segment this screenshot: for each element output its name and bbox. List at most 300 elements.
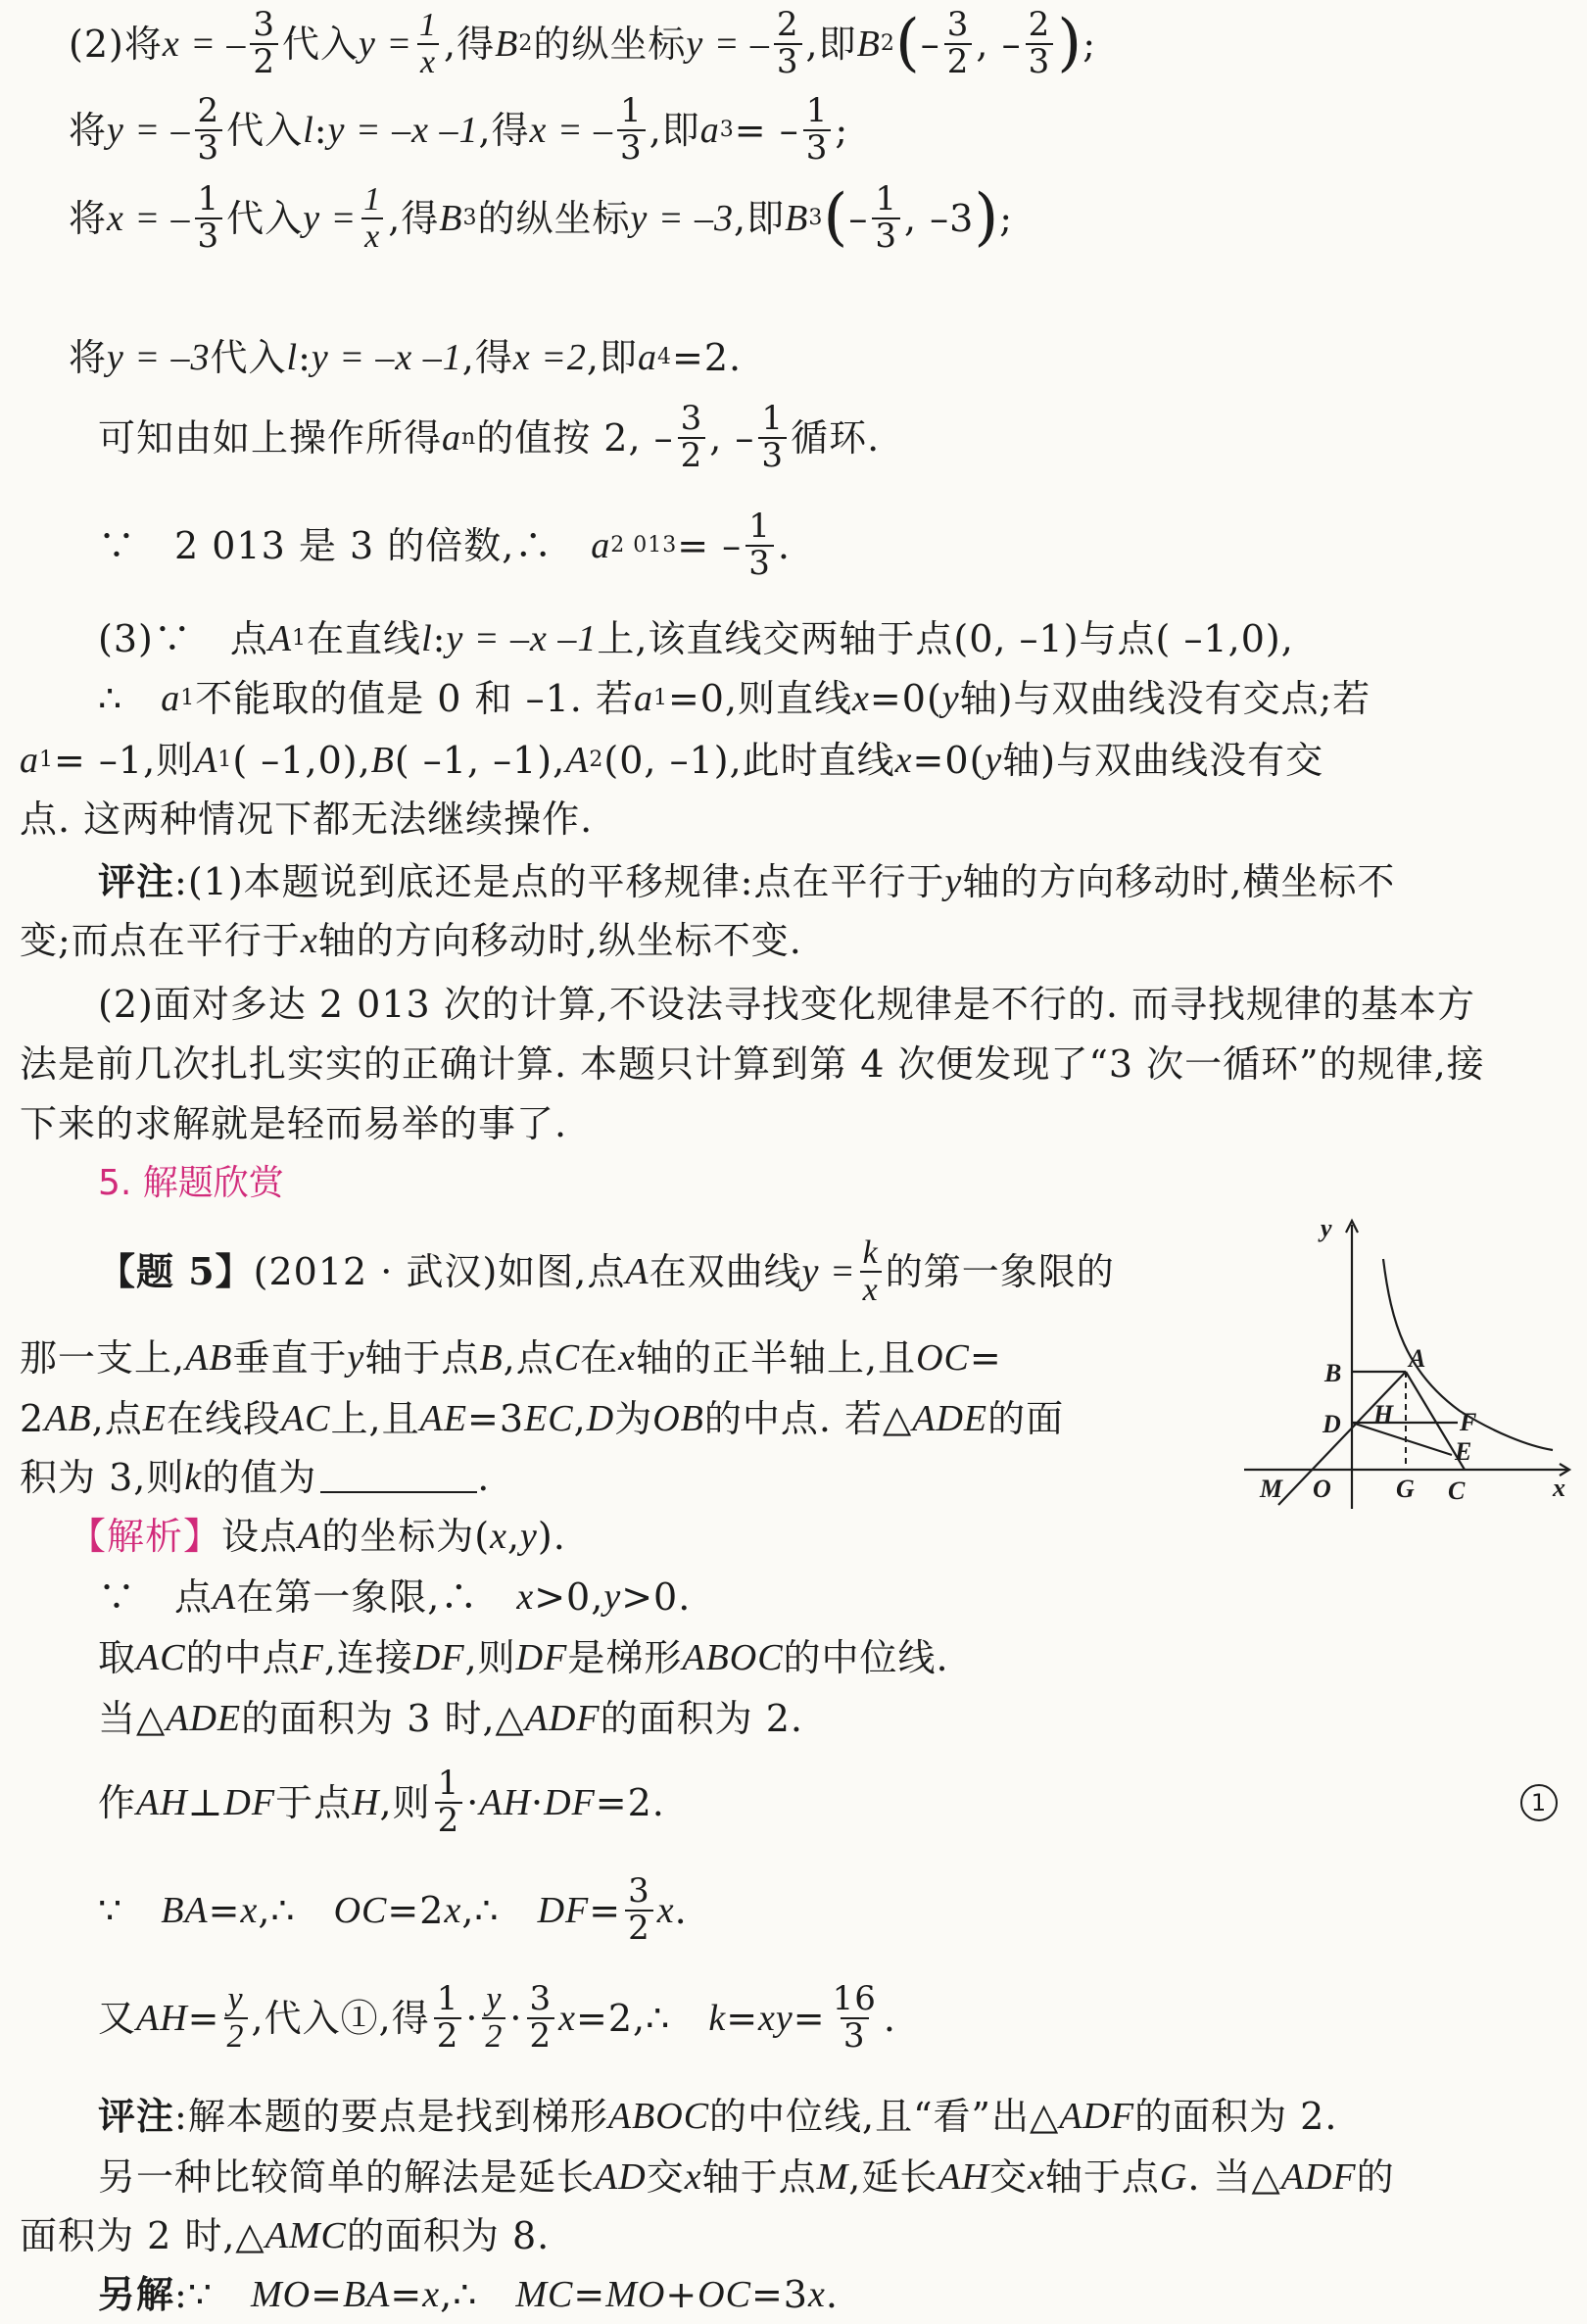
- text: 循环.: [791, 416, 881, 460]
- math: BA: [342, 2274, 391, 2315]
- numerator: 3: [529, 1979, 553, 2019]
- numerator: 1: [805, 91, 829, 131]
- comment-final-1: [98, 2094, 1338, 2138]
- text: –: [920, 23, 940, 66]
- text: ,: [506, 1515, 521, 1558]
- text: ,即: [805, 23, 857, 66]
- denominator: 3: [745, 545, 774, 582]
- subscript: 3: [719, 118, 735, 142]
- math: y = –x –1: [311, 337, 462, 378]
- text: 的中位线,且“看”出△: [709, 2095, 1060, 2138]
- math: M: [816, 2156, 849, 2198]
- math: A: [267, 618, 293, 659]
- text: 的纵坐标: [477, 197, 631, 240]
- text: :(1)本题说到底还是点的平移规律:点在平行于: [174, 860, 945, 903]
- subscript: n: [461, 425, 477, 450]
- math: a: [161, 678, 181, 719]
- math: y = –x –1: [327, 110, 479, 151]
- math: y = –: [107, 110, 191, 151]
- math: OC: [916, 1337, 970, 1379]
- denominator: 3: [195, 129, 223, 167]
- math: F: [300, 1637, 324, 1678]
- text: 代入: [226, 197, 304, 240]
- math: k: [184, 1457, 203, 1498]
- text: =: [793, 1997, 826, 2040]
- paren: (: [823, 181, 849, 255]
- text: 将: [69, 109, 108, 152]
- analysis-label: 【解析】: [69, 1515, 222, 1558]
- text: 为: [614, 1397, 653, 1440]
- label-H: H: [1373, 1400, 1394, 1428]
- text: (2)面对多达 2 013 次的计算,不设法寻找变化规律是不行的. 而寻找规律的基本方: [98, 983, 1476, 1026]
- alternative-solution: [98, 2272, 839, 2316]
- text: 的纵坐标: [533, 23, 687, 66]
- text: .: [883, 1997, 896, 2040]
- fraction: [944, 5, 973, 81]
- comment-label: 评注: [98, 859, 175, 903]
- text: 的面积为 2.: [1134, 2095, 1338, 2138]
- text: =2.: [595, 1781, 665, 1824]
- denominator: 3: [758, 437, 787, 474]
- math: A: [213, 1576, 237, 1618]
- cycle-conclusion: [98, 399, 881, 475]
- text: 垂直于: [232, 1336, 348, 1380]
- text: = –: [677, 524, 743, 567]
- text: +: [665, 2273, 698, 2316]
- text: 的: [1356, 2155, 1395, 2199]
- text: ∴: [98, 677, 162, 720]
- text: . 当△: [1187, 2155, 1281, 2199]
- text: ;: [999, 197, 1014, 240]
- fraction: [224, 1982, 248, 2054]
- text: 的面: [987, 1397, 1065, 1440]
- text: ·: [466, 1781, 480, 1824]
- text: ⊥: [187, 1781, 224, 1824]
- label-B: B: [1324, 1359, 1342, 1387]
- text: =: [311, 2273, 343, 2316]
- text: >0.: [621, 1575, 692, 1619]
- text: = –: [734, 109, 799, 152]
- text: 代入: [210, 336, 287, 379]
- math: a: [633, 678, 653, 719]
- paren: (: [894, 7, 921, 80]
- text: .: [674, 1889, 688, 1932]
- text: 下来的求解就是轻而易举的事了.: [20, 1102, 568, 1145]
- fraction: [1026, 5, 1054, 81]
- math: ADF: [1059, 2096, 1135, 2137]
- text: ,点: [503, 1336, 554, 1380]
- math: AMC: [264, 2215, 347, 2256]
- math: AH: [479, 1782, 532, 1823]
- math: x: [300, 920, 318, 961]
- subscript: 2: [880, 31, 895, 56]
- numerator: 3: [253, 5, 275, 45]
- fraction: [435, 1764, 463, 1840]
- math: x: [852, 678, 870, 719]
- math: MO: [251, 2274, 312, 2315]
- math: AB: [44, 1398, 92, 1439]
- math: ADF: [1280, 2156, 1357, 2198]
- numerator: y: [486, 1981, 503, 2018]
- text: 当△: [98, 1697, 167, 1740]
- denominator: x: [860, 1271, 882, 1308]
- math: l: [421, 618, 433, 659]
- math: B: [439, 198, 463, 239]
- denominator: 3: [195, 218, 223, 255]
- text: 点. 这两种情况下都无法继续操作.: [20, 798, 594, 841]
- subscript: 2: [518, 31, 534, 56]
- text: =2: [387, 1889, 445, 1932]
- text: .: [825, 2273, 839, 2316]
- label-A: A: [1409, 1344, 1426, 1373]
- numerator: 16: [832, 1979, 877, 2019]
- fraction: [745, 509, 774, 581]
- text: :∵: [174, 2273, 251, 2316]
- math: B: [495, 24, 519, 65]
- paren: ): [974, 181, 1000, 255]
- numerator: 1: [436, 1979, 459, 2019]
- numerator: 1: [875, 179, 897, 219]
- fraction: [434, 1979, 462, 2056]
- alt-label: 另解: [98, 2272, 175, 2316]
- label-D: D: [1322, 1410, 1341, 1438]
- numerator: 1: [363, 181, 382, 218]
- text: , –: [709, 416, 755, 460]
- math: ABOC: [682, 1637, 784, 1678]
- text: (0, –1),此时直线: [603, 739, 895, 782]
- solution-line-2-step4: [69, 338, 742, 377]
- math: ADE: [166, 1698, 242, 1739]
- text: 法是前几次扎扎实实的正确计算. 本题只计算到第 4 次便发现了“3 次一循环”的规律,接: [20, 1042, 1485, 1086]
- text: ,∴: [258, 1889, 334, 1932]
- fraction: [195, 91, 223, 168]
- label-C: C: [1448, 1477, 1466, 1505]
- text: 轴的方向移动时,横坐标不: [962, 860, 1396, 903]
- analysis-line-2: [98, 1577, 691, 1617]
- text: 的中位线.: [783, 1636, 949, 1679]
- text: ,点: [91, 1397, 143, 1440]
- analysis-line-7: [98, 1979, 896, 2058]
- numerator: 3: [946, 5, 970, 45]
- text: =: [390, 2273, 423, 2316]
- problem-5-line-2: [20, 1338, 1002, 1378]
- fraction: [527, 1979, 555, 2056]
- math: EC: [524, 1398, 574, 1439]
- text: ,即: [734, 197, 786, 240]
- math: y: [347, 1337, 365, 1379]
- text: ,则: [379, 1781, 431, 1824]
- math: DF: [515, 1637, 568, 1678]
- math: y: [520, 1516, 538, 1557]
- math: D: [586, 1398, 615, 1439]
- math: x: [558, 1998, 577, 2039]
- analysis-line-4: [98, 1699, 803, 1738]
- solution-line-3-d: [20, 799, 593, 839]
- subscript: 3: [808, 206, 824, 230]
- math: MO: [605, 2274, 666, 2315]
- fraction: [803, 91, 832, 168]
- math: x = –: [162, 24, 247, 65]
- comment-final-2: [98, 2157, 1395, 2197]
- math: DF: [412, 1637, 465, 1678]
- fraction: [625, 1871, 653, 1948]
- text: =0(: [869, 677, 942, 720]
- denominator: 2: [434, 2017, 462, 2055]
- fraction: [758, 399, 787, 475]
- text: 的中点: [185, 1636, 301, 1679]
- text: ,: [573, 1397, 587, 1440]
- text: 轴的方向移动时,纵坐标不变.: [317, 919, 802, 962]
- math: y =: [801, 1251, 856, 1292]
- numerator: 1: [748, 507, 771, 547]
- math: y: [941, 678, 960, 719]
- text: 的值按 2, –: [476, 416, 674, 460]
- text: :: [313, 109, 328, 152]
- math: DF: [223, 1782, 276, 1823]
- math: y = –3: [630, 198, 735, 239]
- segment-DE: [1352, 1423, 1452, 1455]
- text: , –3: [903, 197, 975, 240]
- text: 轴于点: [1044, 2155, 1160, 2199]
- denominator: 2: [944, 43, 973, 80]
- math: A: [565, 740, 590, 781]
- text: .: [477, 1456, 491, 1499]
- math: y: [985, 740, 1003, 781]
- math: x: [444, 1890, 462, 1931]
- text: 又: [98, 1997, 137, 2040]
- text: 轴)与双曲线没有交点;若: [959, 677, 1371, 720]
- denominator: 2: [435, 1802, 463, 1839]
- math: DF: [544, 1782, 596, 1823]
- math: E: [142, 1398, 167, 1439]
- subscript: 2: [589, 748, 604, 772]
- text: ,得: [478, 109, 530, 152]
- comment-2-b: [20, 1044, 1485, 1084]
- text: ·: [531, 1781, 545, 1824]
- math: B: [785, 198, 809, 239]
- math: y =: [359, 24, 413, 65]
- text: 不能取的值是 0 和 –1. 若: [195, 677, 634, 720]
- math: DF: [537, 1890, 590, 1931]
- result-a2013: [98, 507, 791, 583]
- label-y: y: [1321, 1215, 1332, 1242]
- text: 的值为: [202, 1456, 317, 1499]
- text: ,得: [461, 336, 513, 379]
- math: l: [286, 337, 299, 378]
- text: =2,∴: [576, 1997, 709, 2040]
- text: (2)将: [69, 23, 163, 66]
- text: 的面积为 2.: [600, 1697, 803, 1740]
- fraction: [872, 179, 900, 256]
- text: 轴)与双曲线没有交: [1002, 739, 1324, 782]
- fraction: [482, 1982, 505, 2054]
- text: –: [848, 197, 869, 240]
- numerator: 2: [197, 91, 220, 131]
- numerator: y: [227, 1981, 244, 2018]
- text: ;: [1082, 23, 1097, 66]
- fraction: [361, 182, 384, 254]
- text: =0,则直线: [667, 677, 853, 720]
- math: x: [618, 1337, 636, 1379]
- text: 的面积为 8.: [346, 2214, 551, 2257]
- math: MC: [515, 2274, 574, 2315]
- text: 交: [988, 2155, 1028, 2199]
- text: , –: [976, 23, 1022, 66]
- text: ,代入①,得: [251, 1997, 430, 2040]
- text: ∵ 2 013 是 3 的倍数,∴: [98, 524, 592, 567]
- text: =: [969, 1336, 1002, 1380]
- section-title: 5. 解题欣赏: [98, 1163, 284, 1203]
- label-O: O: [1313, 1475, 1331, 1503]
- comment-final-3: [20, 2216, 550, 2255]
- text: 交: [646, 2155, 685, 2199]
- math: AC: [136, 1637, 186, 1678]
- denominator: 3: [841, 2017, 869, 2055]
- numerator: 1: [620, 91, 643, 131]
- text: 将: [69, 336, 108, 379]
- math: x: [1028, 2156, 1045, 2198]
- text: 可知由如上操作所得: [98, 416, 443, 460]
- label-x: x: [1553, 1474, 1565, 1502]
- numerator: k: [862, 1235, 879, 1272]
- text: ,得: [388, 197, 440, 240]
- math: x = –: [529, 110, 614, 151]
- math: a: [699, 110, 720, 151]
- subscript: 1: [39, 748, 54, 772]
- text: 在双曲线: [649, 1250, 802, 1293]
- math: OC: [333, 1890, 388, 1931]
- denominator: 2: [678, 437, 706, 474]
- analysis-line-3: [98, 1638, 949, 1677]
- math: x: [422, 2274, 441, 2315]
- text: :: [432, 617, 447, 660]
- comment-1-b: [20, 921, 802, 960]
- math: x: [656, 1890, 675, 1931]
- subscript: 1: [180, 686, 196, 710]
- subscript: 4: [657, 345, 672, 369]
- math: y = –x –1: [446, 618, 598, 659]
- analysis-line-5: [98, 1764, 1567, 1842]
- math: AD: [595, 2156, 647, 2198]
- solution-line-2-step3: [69, 179, 1014, 256]
- subscript: 1: [292, 626, 308, 651]
- math: x = –: [107, 198, 191, 239]
- fraction: [830, 1979, 880, 2056]
- math: a: [591, 525, 611, 566]
- solution-line-2-step2: [69, 91, 849, 168]
- label-G: G: [1396, 1475, 1415, 1503]
- text: ·: [465, 1997, 479, 2040]
- math: ADF: [524, 1698, 601, 1739]
- text: ·: [509, 1997, 523, 2040]
- math: k: [708, 1998, 727, 2039]
- math: B: [856, 24, 881, 65]
- math: AH: [938, 2156, 989, 2198]
- text: =3: [750, 2273, 808, 2316]
- text: 的中点. 若△: [703, 1397, 913, 1440]
- text: 在直线: [307, 617, 422, 660]
- solution-line-3-b: [98, 679, 1371, 718]
- text: =: [573, 2273, 606, 2316]
- text: 在: [580, 1336, 619, 1380]
- text: 的坐标为(: [321, 1515, 491, 1558]
- text: =3: [467, 1397, 525, 1440]
- label-M: M: [1260, 1475, 1283, 1503]
- denominator: 3: [872, 218, 900, 255]
- math: A: [298, 1516, 322, 1557]
- numerator: 1: [437, 1764, 460, 1804]
- math: l: [303, 110, 314, 151]
- math: AH: [136, 1998, 188, 2039]
- denominator: 3: [803, 129, 832, 167]
- math: OC: [697, 2274, 751, 2315]
- text: ,则: [464, 1636, 516, 1679]
- section-heading: [98, 1164, 284, 1203]
- denominator: 2: [482, 2017, 505, 2055]
- math: xy: [758, 1998, 794, 2039]
- text: ,即: [586, 336, 638, 379]
- text: =: [208, 1889, 241, 1932]
- math: ADE: [912, 1398, 988, 1439]
- text: = –1,则: [54, 739, 195, 782]
- numerator: 1: [197, 179, 220, 219]
- text: (3)∵ 点: [98, 617, 268, 660]
- text: ).: [537, 1515, 566, 1558]
- text: .: [777, 524, 791, 567]
- denominator: 3: [617, 129, 646, 167]
- math: y: [603, 1576, 622, 1618]
- denominator: 3: [1026, 43, 1054, 80]
- fraction: [195, 179, 223, 256]
- text: 在线段: [166, 1397, 281, 1440]
- math: y = –: [686, 24, 770, 65]
- paren: ): [1057, 7, 1083, 80]
- solution-line-2-step1: [69, 5, 1097, 81]
- math: x: [490, 1516, 507, 1557]
- subscript: 3: [462, 206, 478, 230]
- math: A: [194, 740, 218, 781]
- denominator: 2: [250, 43, 278, 80]
- equation-number: 1: [1520, 1784, 1558, 1821]
- answer-blank: [320, 1462, 477, 1493]
- math: H: [352, 1782, 380, 1823]
- fraction: [774, 5, 802, 81]
- denominator: 2: [625, 1910, 653, 1947]
- fraction: [250, 5, 278, 81]
- math: x: [894, 740, 913, 781]
- math: B: [370, 740, 395, 781]
- text: (2012 · 武汉)如图,点: [253, 1250, 626, 1293]
- text: ,得: [444, 23, 496, 66]
- numerator: 3: [628, 1871, 650, 1912]
- text: 的面积为 3 时,△: [241, 1697, 525, 1740]
- text: 作: [98, 1781, 137, 1824]
- text: >0,: [534, 1575, 604, 1619]
- text: 是梯形: [567, 1636, 683, 1679]
- text: 上,且: [330, 1397, 420, 1440]
- fraction: [617, 91, 646, 168]
- text: ( –1, –1),: [394, 739, 566, 782]
- math: AB: [185, 1337, 233, 1379]
- text: ,∴: [461, 1889, 538, 1932]
- problem-label: 【题 5】: [98, 1249, 254, 1293]
- math: B: [479, 1337, 504, 1379]
- text: =2.: [672, 336, 743, 379]
- label-F: F: [1460, 1408, 1477, 1436]
- text: ,延长: [848, 2155, 938, 2199]
- text: ( –1,0),: [232, 739, 371, 782]
- solution-line-3-a: [98, 619, 1294, 658]
